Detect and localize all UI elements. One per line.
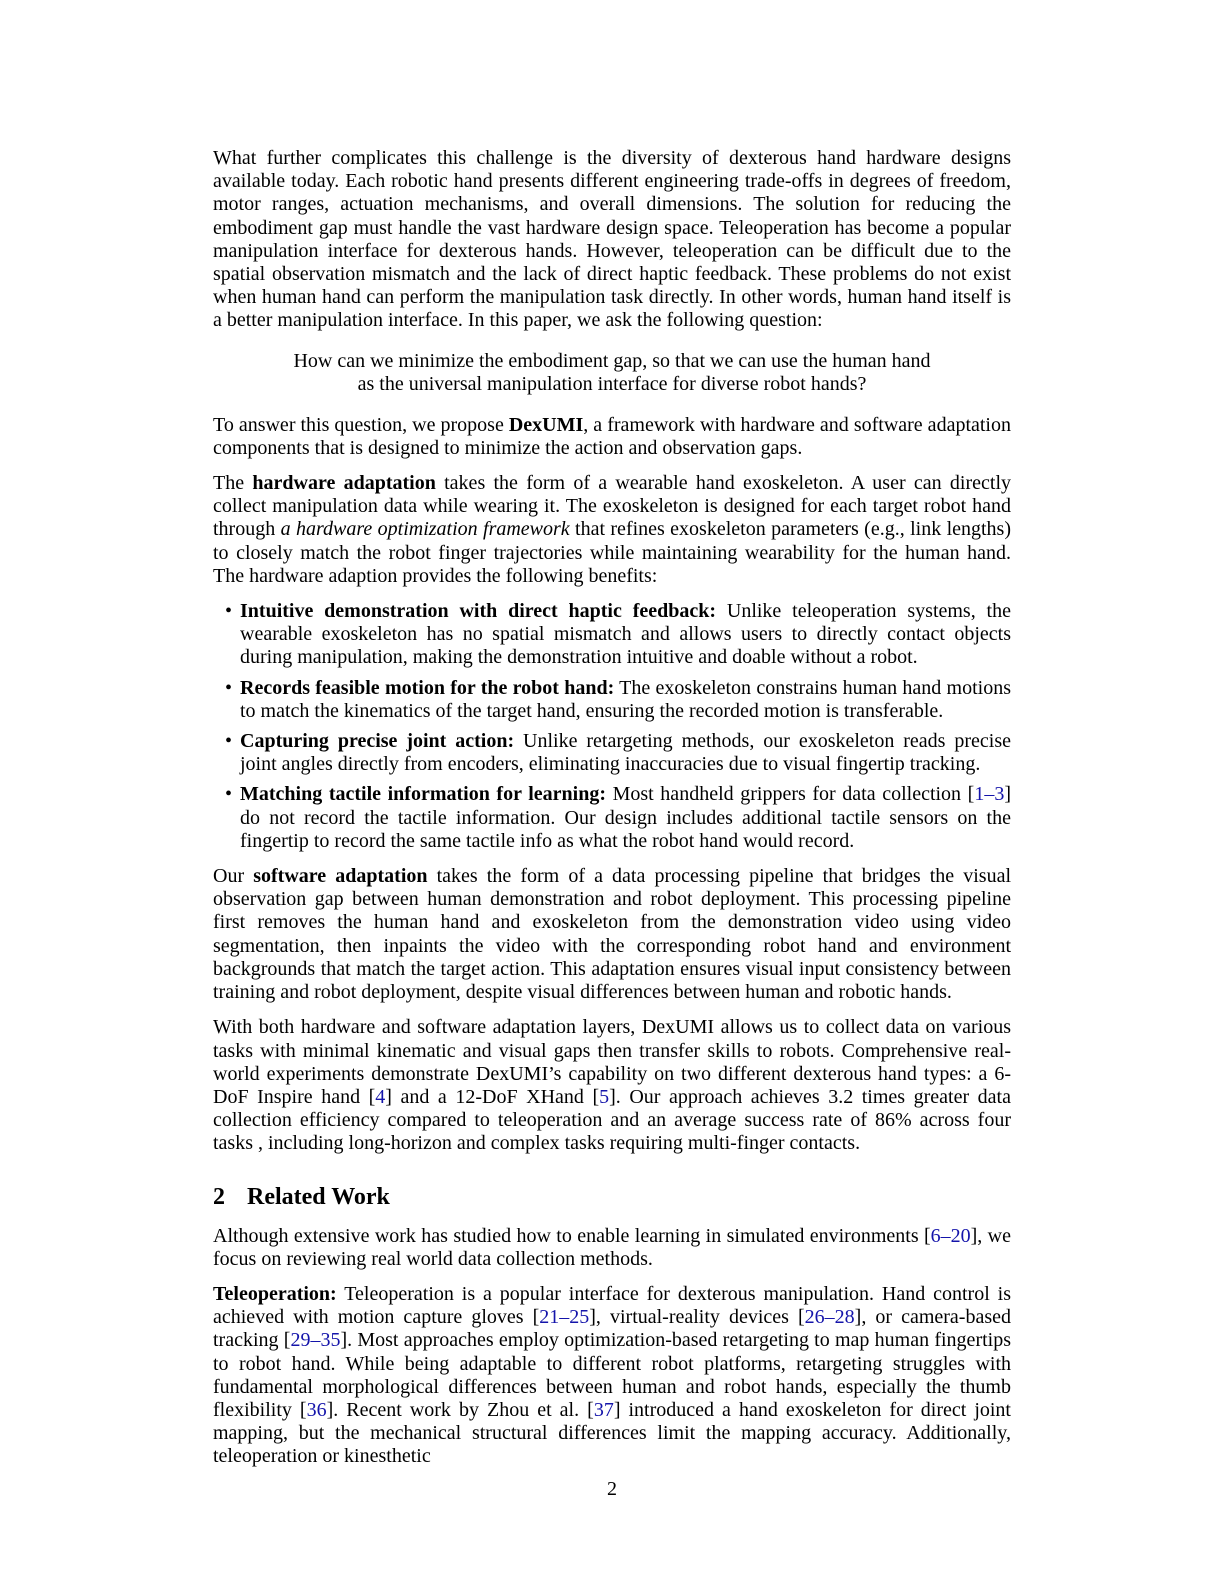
paragraph-text: takes the form of a wearable hand exoskeleton. A user can directly collect manipulation data while wearing it. The exoskeleton is designed for each target robot hand through (213, 472, 1011, 541)
benefit-text: ] do not record the tactile information. Our design includes additional tactile sensors on the fingertip to record the same tactile info as what the robot hand would record. (240, 783, 1011, 852)
page-footer (0, 1478, 1224, 1501)
paragraph-text: With both hardware and software adaptation layers, DexUMI allows us to collect data on various tasks with minimal kinematic and visual gaps then transfer skills to robots. Comprehensive real-world experiments demonstrate DexUMI’s capability on two different dexterous hand types: a 6-DoF Inspire hand [ (213, 1016, 1011, 1108)
hardware-optimization-framework-emphasis: a hardware optimization framework (280, 518, 570, 541)
bullet-icon: • (225, 676, 233, 699)
research-question-line-1: How can we minimize the embodiment gap, so that we can use the human hand (293, 349, 931, 372)
citation-link[interactable]: 6–20 (930, 1224, 971, 1247)
section-heading-related-work (213, 1183, 1011, 1211)
paragraph-text: ] introduced a hand exoskeleton for direct joint mapping, but the mechanical structural differences limit the mapping accuracy. Additionally, teleoperation or kinesthetic (213, 1398, 1011, 1468)
bullet-icon: • (225, 600, 233, 623)
benefit-text: Most handheld grippers for data collection [ (605, 783, 975, 806)
list-item (213, 783, 1011, 853)
citation-link[interactable]: 29–35 (290, 1329, 341, 1352)
citation-link[interactable]: 4 (375, 1085, 386, 1108)
paragraph-text: ], or camera-based tracking [ (213, 1306, 1011, 1352)
paragraph-text: To answer this question, we propose (213, 413, 509, 436)
paragraph-text: ], virtual-reality devices [ (589, 1306, 805, 1329)
paragraph-text: Although extensive work has studied how to enable learning in simulated environments [ (213, 1224, 931, 1247)
experiments-paragraph (213, 1016, 1011, 1155)
citation-link[interactable]: 5 (599, 1085, 610, 1108)
paragraph-text: ]. Our approach achieves 3.2 times greater data collection efficiency compared to teleoperation and an average success rate of 86% across four tasks , including long-horizon and complex tasks requiring multi-finger contacts. (213, 1085, 1011, 1155)
hardware-adaptation-paragraph (213, 472, 1011, 588)
citation-link[interactable]: 37 (593, 1398, 614, 1421)
page-number: 2 (607, 1478, 617, 1500)
list-item (213, 677, 1011, 723)
proposal-paragraph (213, 414, 1011, 460)
citation-link[interactable]: 21–25 (539, 1306, 590, 1329)
paragraph-text: takes the form of a data processing pipeline that bridges the visual observation gap between human demonstration and robot deployment. This processing pipeline first removes the human hand and exoskeleton from the demonstration video using video segmentation, then inpaints the video with the corresponding robot hand and environment backgrounds that match the target action. This adaptation ensures visual input consistency between training and robot deployment, despite visual differences between human and robotic hands. (213, 865, 1012, 1004)
research-question-line-2: as the universal manipulation interface for diverse robot hands? (357, 373, 867, 396)
page-body (213, 147, 1011, 1481)
software-adaptation-keyword: software adaptation (253, 865, 428, 888)
citation-link[interactable]: 26–28 (804, 1306, 855, 1329)
intro-paragraph (213, 147, 1011, 333)
paragraph-text: , a framework with hardware and software adaptation components that is designed to minimize the action and observation gaps. (213, 413, 1011, 459)
citation-link[interactable]: 1–3 (974, 783, 1005, 806)
paragraph-text: ]. Recent work by Zhou et al. [ (326, 1398, 594, 1421)
paragraph-text: The (213, 472, 253, 495)
paragraph-text: What further complicates this challenge is the diversity of dexterous hand hardware designs available today. Each robotic hand presents different engineering trade-offs in degrees of freedom, motor ranges, actuation mechanisms, and overall dimensions. The solution for reducing the embodiment gap must handle the vast hardware design space. Teleoperation has become a popular manipulation interface for dexterous hands. However, teleoperation can be difficult due to the spatial observation mismatch and the lack of direct haptic feedback. These problems do not exist when human hand can perform the manipulation task directly. In other words, human hand itself is a better manipulation interface. In this paper, we ask the following question: (213, 147, 1011, 332)
teleoperation-lead-in: Teleoperation: (213, 1282, 337, 1305)
benefit-title: Intuitive demonstration with direct haptic feedback: (240, 600, 717, 623)
related-work-intro-paragraph (213, 1225, 1011, 1271)
benefits-list (213, 600, 1011, 853)
benefit-text: Unlike teleoperation systems, the wearable exoskeleton has no spatial mismatch and allows users to directly contact objects during manipulation, making the demonstration intuitive and doable without a robot. (240, 600, 1011, 669)
dexumi-keyword: DexUMI (508, 413, 584, 436)
bullet-icon: • (225, 730, 233, 753)
benefit-title: Capturing precise joint action: (240, 730, 515, 753)
paragraph-text: ] and a 12-DoF XHand [ (385, 1085, 600, 1108)
hardware-adaptation-keyword: hardware adaptation (252, 472, 436, 495)
section-number: 2 (213, 1183, 225, 1210)
benefit-title: Matching tactile information for learning: (240, 783, 606, 806)
section-title: Related Work (247, 1183, 390, 1210)
citation-link[interactable]: 36 (306, 1398, 327, 1421)
research-question (213, 350, 1011, 397)
paragraph-text: Our (213, 865, 254, 888)
benefit-title: Records feasible motion for the robot hand: (240, 676, 615, 699)
paragraph-text: that refines exoskeleton parameters (e.g., link lengths) to closely match the robot finger trajectories while maintaining wearability for the human hand. The hardware adaption provides the following benefits: (213, 518, 1011, 587)
benefit-text: The exoskeleton constrains human hand motions to match the kinematics of the target hand, ensuring the recorded motion is transferable. (240, 676, 1012, 722)
software-adaptation-paragraph (213, 865, 1011, 1004)
bullet-icon: • (225, 783, 233, 806)
paragraph-text: Teleoperation is a popular interface for dexterous manipulation. Hand control is achieved with motion capture gloves [ (213, 1282, 1011, 1329)
paragraph-text: ], we focus on reviewing real world data collection methods. (213, 1224, 1011, 1270)
paragraph-text: ]. Most approaches employ optimization-based retargeting to map human fingertips to robot hand. While being adaptable to different robot platforms, retargeting struggles with fundamental morphological differences between human and robot hands, especially the thumb flexibility [ (213, 1329, 1011, 1421)
benefit-text: Unlike retargeting methods, our exoskeleton reads precise joint angles directly from encoders, eliminating inaccuracies due to visual fingertip tracking. (240, 730, 1011, 776)
list-item (213, 730, 1011, 776)
list-item (213, 600, 1011, 670)
teleoperation-paragraph (213, 1283, 1011, 1469)
